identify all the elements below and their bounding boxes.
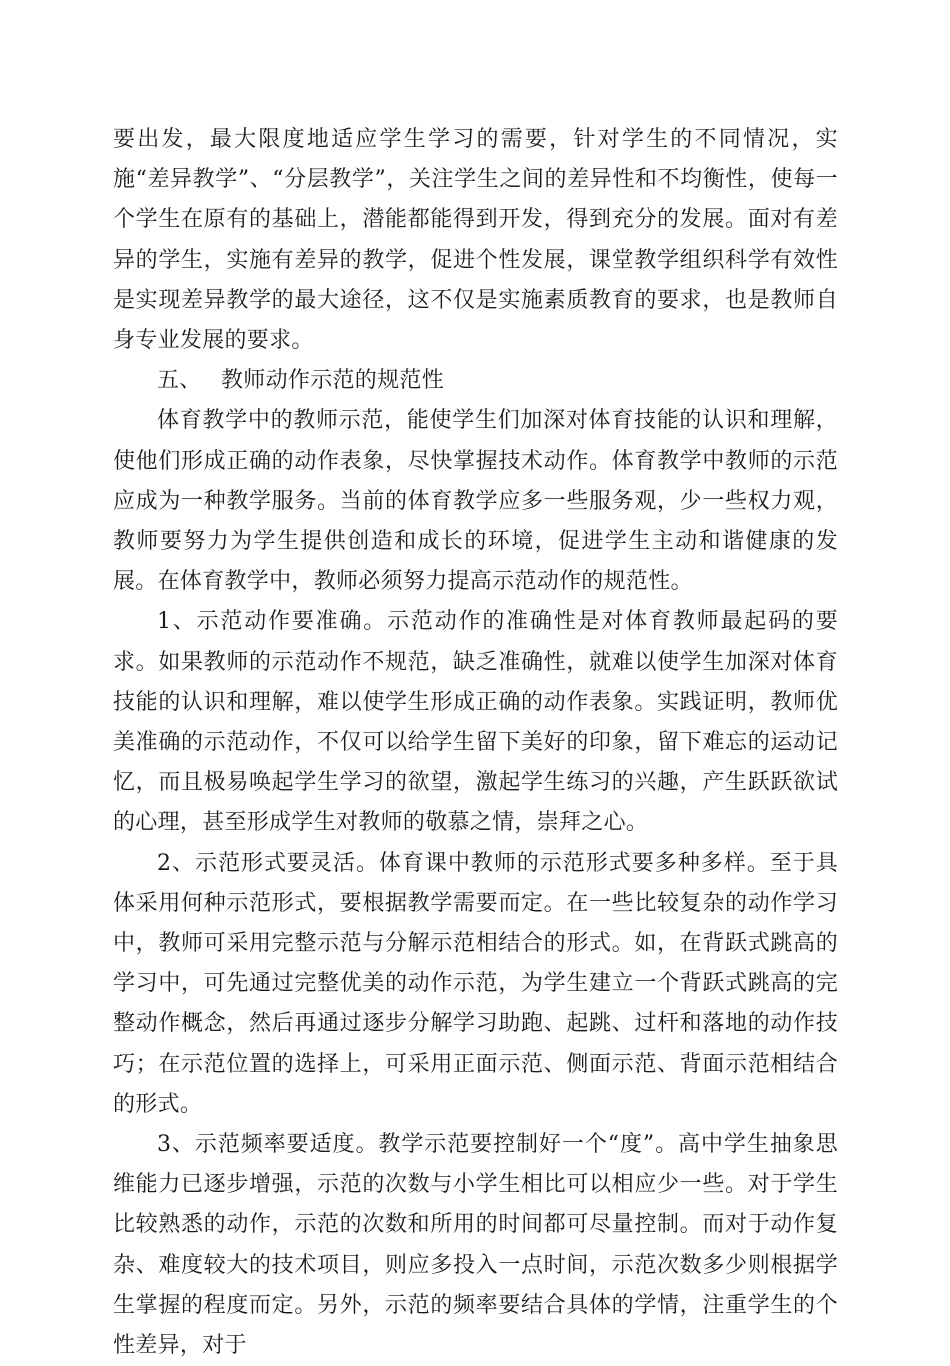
section-title: 教师动作示范的规范性 [221, 368, 445, 394]
section-number: 五、 [157, 368, 202, 394]
paragraph-point-1: 1、示范动作要准确。示范动作的准确性是对体育教师最起码的要求。如果教师的示范动作不规范，缺乏准确性，就难以使学生加深对体育技能的认识和理解，难以使学生形成正确的动作表象。实践证明，教师优美准确的示范动作，不仅可以给学生留下美好的印象，留下难忘的运动记忆，而且极易唤起学生学习的欲望，激起学生练习的兴趣，产生跃跃欲试的心理，甚至形成学生对教师的敬慕之情，崇拜之心。 [113, 609, 838, 836]
paragraph-point-3: 3、示范频率要适度。教学示范要控制好一个“度”。高中学生抽象思维能力已逐步增强，示范的次数与小学生相比可以相应少一些。对于学生比较熟悉的动作，示范的次数和所用的时间都可尽量控制。而对于动作复杂、难度较大的技术项目，则应多投入一点时间，示范次数多少则根据学生掌握的程度而定。另外，示范的频率要结合具体的学情，注重学生的个性差异，对于 [113, 1132, 838, 1359]
document-body [113, 120, 838, 1366]
section-heading [113, 361, 838, 401]
paragraph-continuation: 要出发，最大限度地适应学生学习的需要，针对学生的不同情况，实施“差异教学”、“分层教学”，关注学生之间的差异性和不均衡性，使每一个学生在原有的基础上，潜能都能得到开发，得到充分的发展。面对有差异的学生，实施有差异的教学，促进个性发展，课堂教学组织科学有效性是实现差异教学的最大途径，这不仅是实施素质教育的要求，也是教师自身专业发展的要求。 [113, 127, 838, 354]
paragraph-point-2: 2、示范形式要灵活。体育课中教师的示范形式要多种多样。至于具体采用何种示范形式，要根据教学需要而定。在一些比较复杂的动作学习中，教师可采用完整示范与分解示范相结合的形式。如，在背跃式跳高的学习中，可先通过完整优美的动作示范，为学生建立一个背跃式跳高的完整动作概念，然后再通过逐步分解学习助跑、起跳、过杆和落地的动作技巧；在示范位置的选择上，可采用正面示范、侧面示范、背面示范相结合的形式。 [113, 850, 838, 1117]
paragraph-intro: 体育教学中的教师示范，能使学生们加深对体育技能的认识和理解，使他们形成正确的动作表象，尽快掌握技术动作。体育教学中教师的示范应成为一种教学服务。当前的体育教学应多一些服务观，少一些权力观，教师要努力为学生提供创造和成长的环境，促进学生主动和谐健康的发展。在体育教学中，教师必须努力提高示范动作的规范性。 [113, 408, 838, 595]
